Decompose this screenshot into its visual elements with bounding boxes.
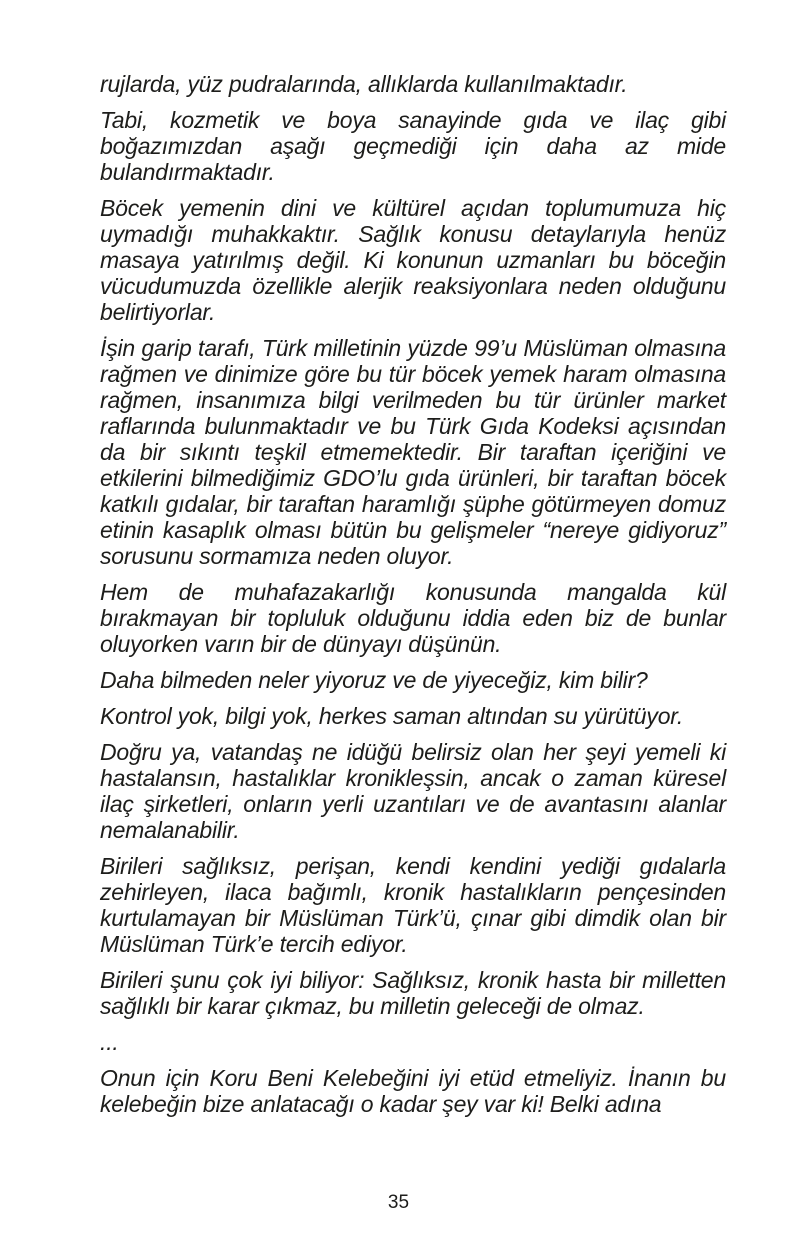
page-number: 35 <box>387 1192 410 1213</box>
paragraph: Böcek yemenin dini ve kültürel açıdan toplumumuza hiç uymadığı muhakkaktır. Sağlık konusu detaylarıyla henüz masaya yatırılmış değil. Ki konunun uzmanları bu böceğin vücudumuzda özellikle alerjik reaksiyonlara neden olduğunu belirtiyorlar. <box>100 195 726 325</box>
paragraph: Birileri şunu çok iyi biliyor: Sağlıksız, kronik hasta bir milletten sağlıklı bir karar çıkmaz, bu milletin geleceği de olmaz. <box>100 967 726 1019</box>
paragraph: Daha bilmeden neler yiyoruz ve de yiyeceğiz, kim bilir? <box>100 667 648 693</box>
paragraph: Hem de muhafazakarlığı konusunda mangalda kül bırakmayan bir topluluk olduğunu iddia eden biz de bunlar oluyorken varın bir de dünyayı düşünün. <box>100 579 726 657</box>
page-body-text <box>100 71 726 1127</box>
paragraph: Doğru ya, vatandaş ne idüğü belirsiz olan her şeyi yemeli ki hastalansın, hastalıklar kronikleşsin, ancak o zaman küresel ilaç şirketleri, onların yerli uzantıları ve de avantasını alanlar nemalanabilir. <box>100 739 726 843</box>
paragraph: Birileri sağlıksız, perişan, kendi kendini yediği gıdalarla zehirleyen, ilaca bağımlı, kronik hastalıkların pençesinden kurtulamayan bir Müslüman Türk’ü, çınar gibi dimdik olan bir Müslüman Türk’e tercih ediyor. <box>100 853 726 957</box>
paragraph: rujlarda, yüz pudralarında, allıklarda kullanılmaktadır. <box>100 71 628 97</box>
paragraph: Kontrol yok, bilgi yok, herkes saman altından su yürütüyor. <box>100 703 684 729</box>
paragraph: ... <box>100 1029 119 1055</box>
paragraph: İşin garip tarafı, Türk milletinin yüzde 99’u Müslüman olmasına rağmen ve dinimize göre bu tür böcek yemek haram olmasına rağmen, insanımıza bilgi verilmeden bu tür ürünler market raflarında bulunmaktadır ve bu Türk Gıda Kodeksi açısından da bir sıkıntı teşkil etmemektedir. Bir taraftan içeriğini ve etkilerini bilmediğimiz GDO’lu gıda ürünleri, bir taraftan böcek katkılı gıdalar, bir taraftan haramlığı şüphe götürmeyen domuz etinin kasaplık olması bütün bu gelişmeler “nereye gidiyoruz” sorusunu sormamıza neden oluyor. <box>100 335 726 569</box>
paragraph: Tabi, kozmetik ve boya sanayinde gıda ve ilaç gibi boğazımızdan aşağı geçmediği için daha az mide bulandırmaktadır. <box>100 107 726 185</box>
paragraph: Onun için Koru Beni Kelebeğini iyi etüd etmeliyiz. İnanın bu kelebeğin bize anlatacağı o kadar şey var ki! Belki adına <box>100 1065 726 1117</box>
